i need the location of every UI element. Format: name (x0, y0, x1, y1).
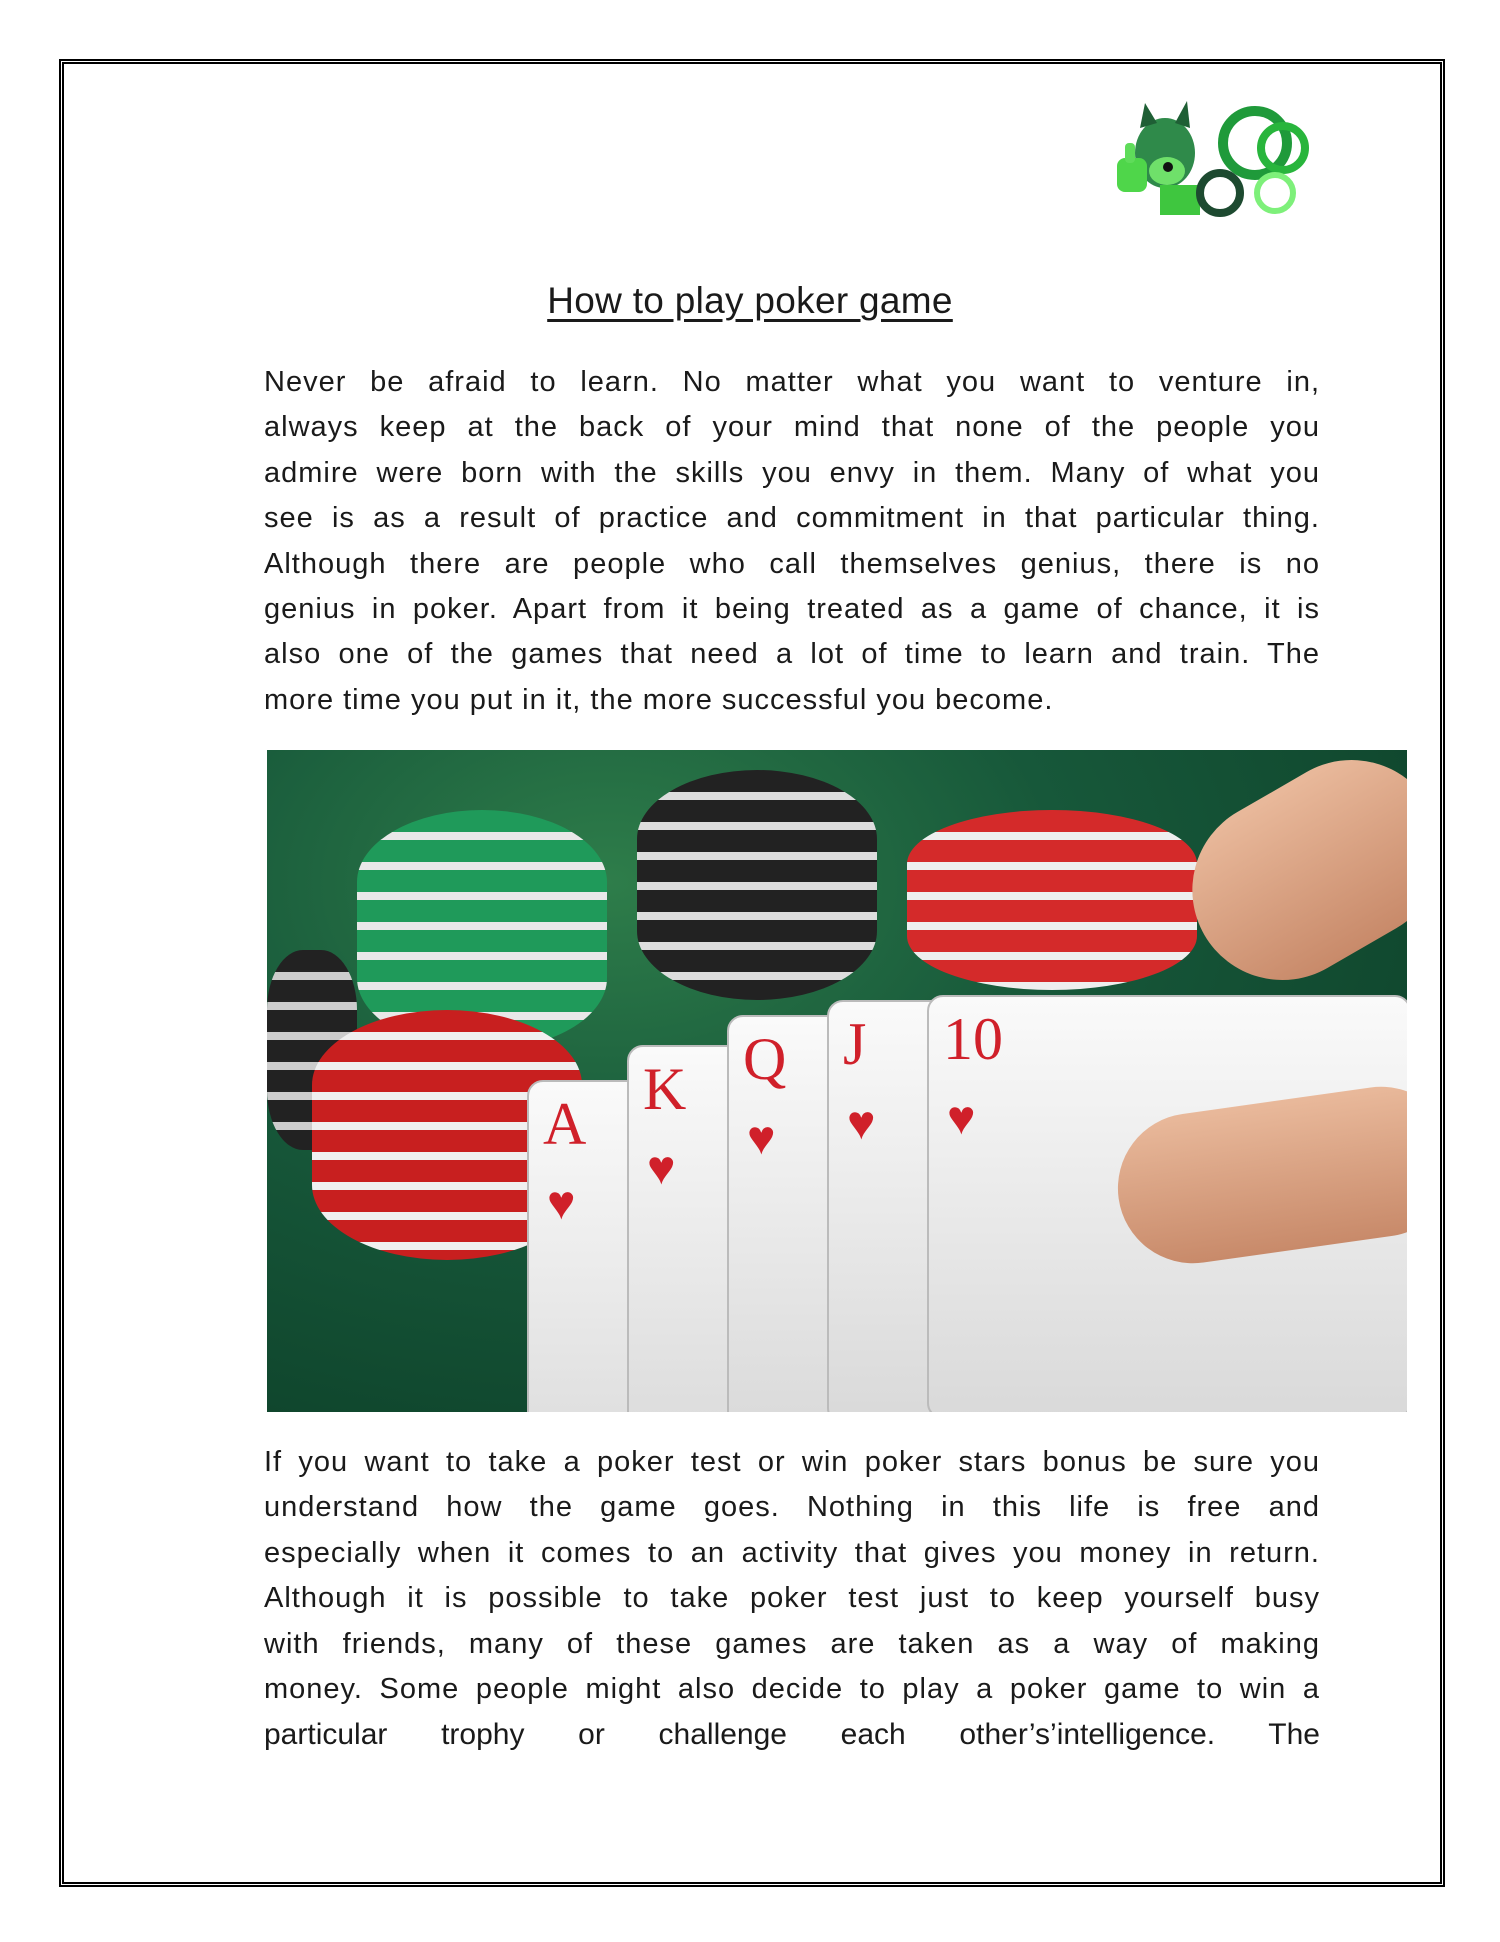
paragraph-intro (264, 360, 1320, 723)
heart-suit-icon: ♥ (847, 1097, 876, 1150)
text-line: money. Some people might also decide to play a poker game to win a (264, 1672, 1320, 1705)
card-rank: A (543, 1091, 587, 1157)
paragraph-poker-test (264, 1440, 1320, 1758)
text-line: admire were born with the skills you envy in them. Many of what you (264, 456, 1320, 489)
text-line: always keep at the back of your mind that none of the people you (264, 411, 1320, 444)
text-line: also one of the games that need a lot of time to learn and train. The (264, 638, 1320, 671)
text-line: Although there are people who call themselves genius, there is no (264, 547, 1320, 580)
card-rank: K (643, 1056, 687, 1122)
page-title: How to play poker game (547, 280, 953, 321)
poker-photo (267, 750, 1407, 1412)
text-line: particular trophy or challenge each other’s’intelligence. The (264, 1718, 1320, 1752)
card-rank: Q (743, 1026, 787, 1092)
text-line: more time you put in it, the more successful you become. (264, 683, 1054, 716)
text-line: Never be afraid to learn. No matter what you want to venture in, (264, 366, 1320, 398)
text-line: If you want to take a poker test or win poker stars bonus be sure you (264, 1446, 1320, 1478)
text-line: with friends, many of these games are taken as a way of making (264, 1627, 1320, 1660)
hand (1159, 750, 1407, 1013)
text-line: see is as a result of practice and commitment in that particular thing. (264, 502, 1320, 535)
text-line: Although it is possible to take poker test just to keep yourself busy (264, 1582, 1320, 1615)
heart-suit-icon: ♥ (747, 1112, 776, 1165)
text-line: understand how the game goes. Nothing in this life is free and (264, 1491, 1320, 1524)
heart-suit-icon: ♥ (547, 1177, 576, 1230)
heart-suit-icon: ♥ (647, 1142, 676, 1195)
wolf-euro-logo-icon (1105, 93, 1325, 218)
heart-suit-icon: ♥ (947, 1092, 976, 1145)
card-rank: 10 (943, 1006, 1003, 1072)
text-line: genius in poker. Apart from it being treated as a game of chance, it is (264, 592, 1320, 625)
card-rank: J (843, 1011, 867, 1077)
text-line: especially when it comes to an activity that gives you money in return. (264, 1536, 1320, 1569)
